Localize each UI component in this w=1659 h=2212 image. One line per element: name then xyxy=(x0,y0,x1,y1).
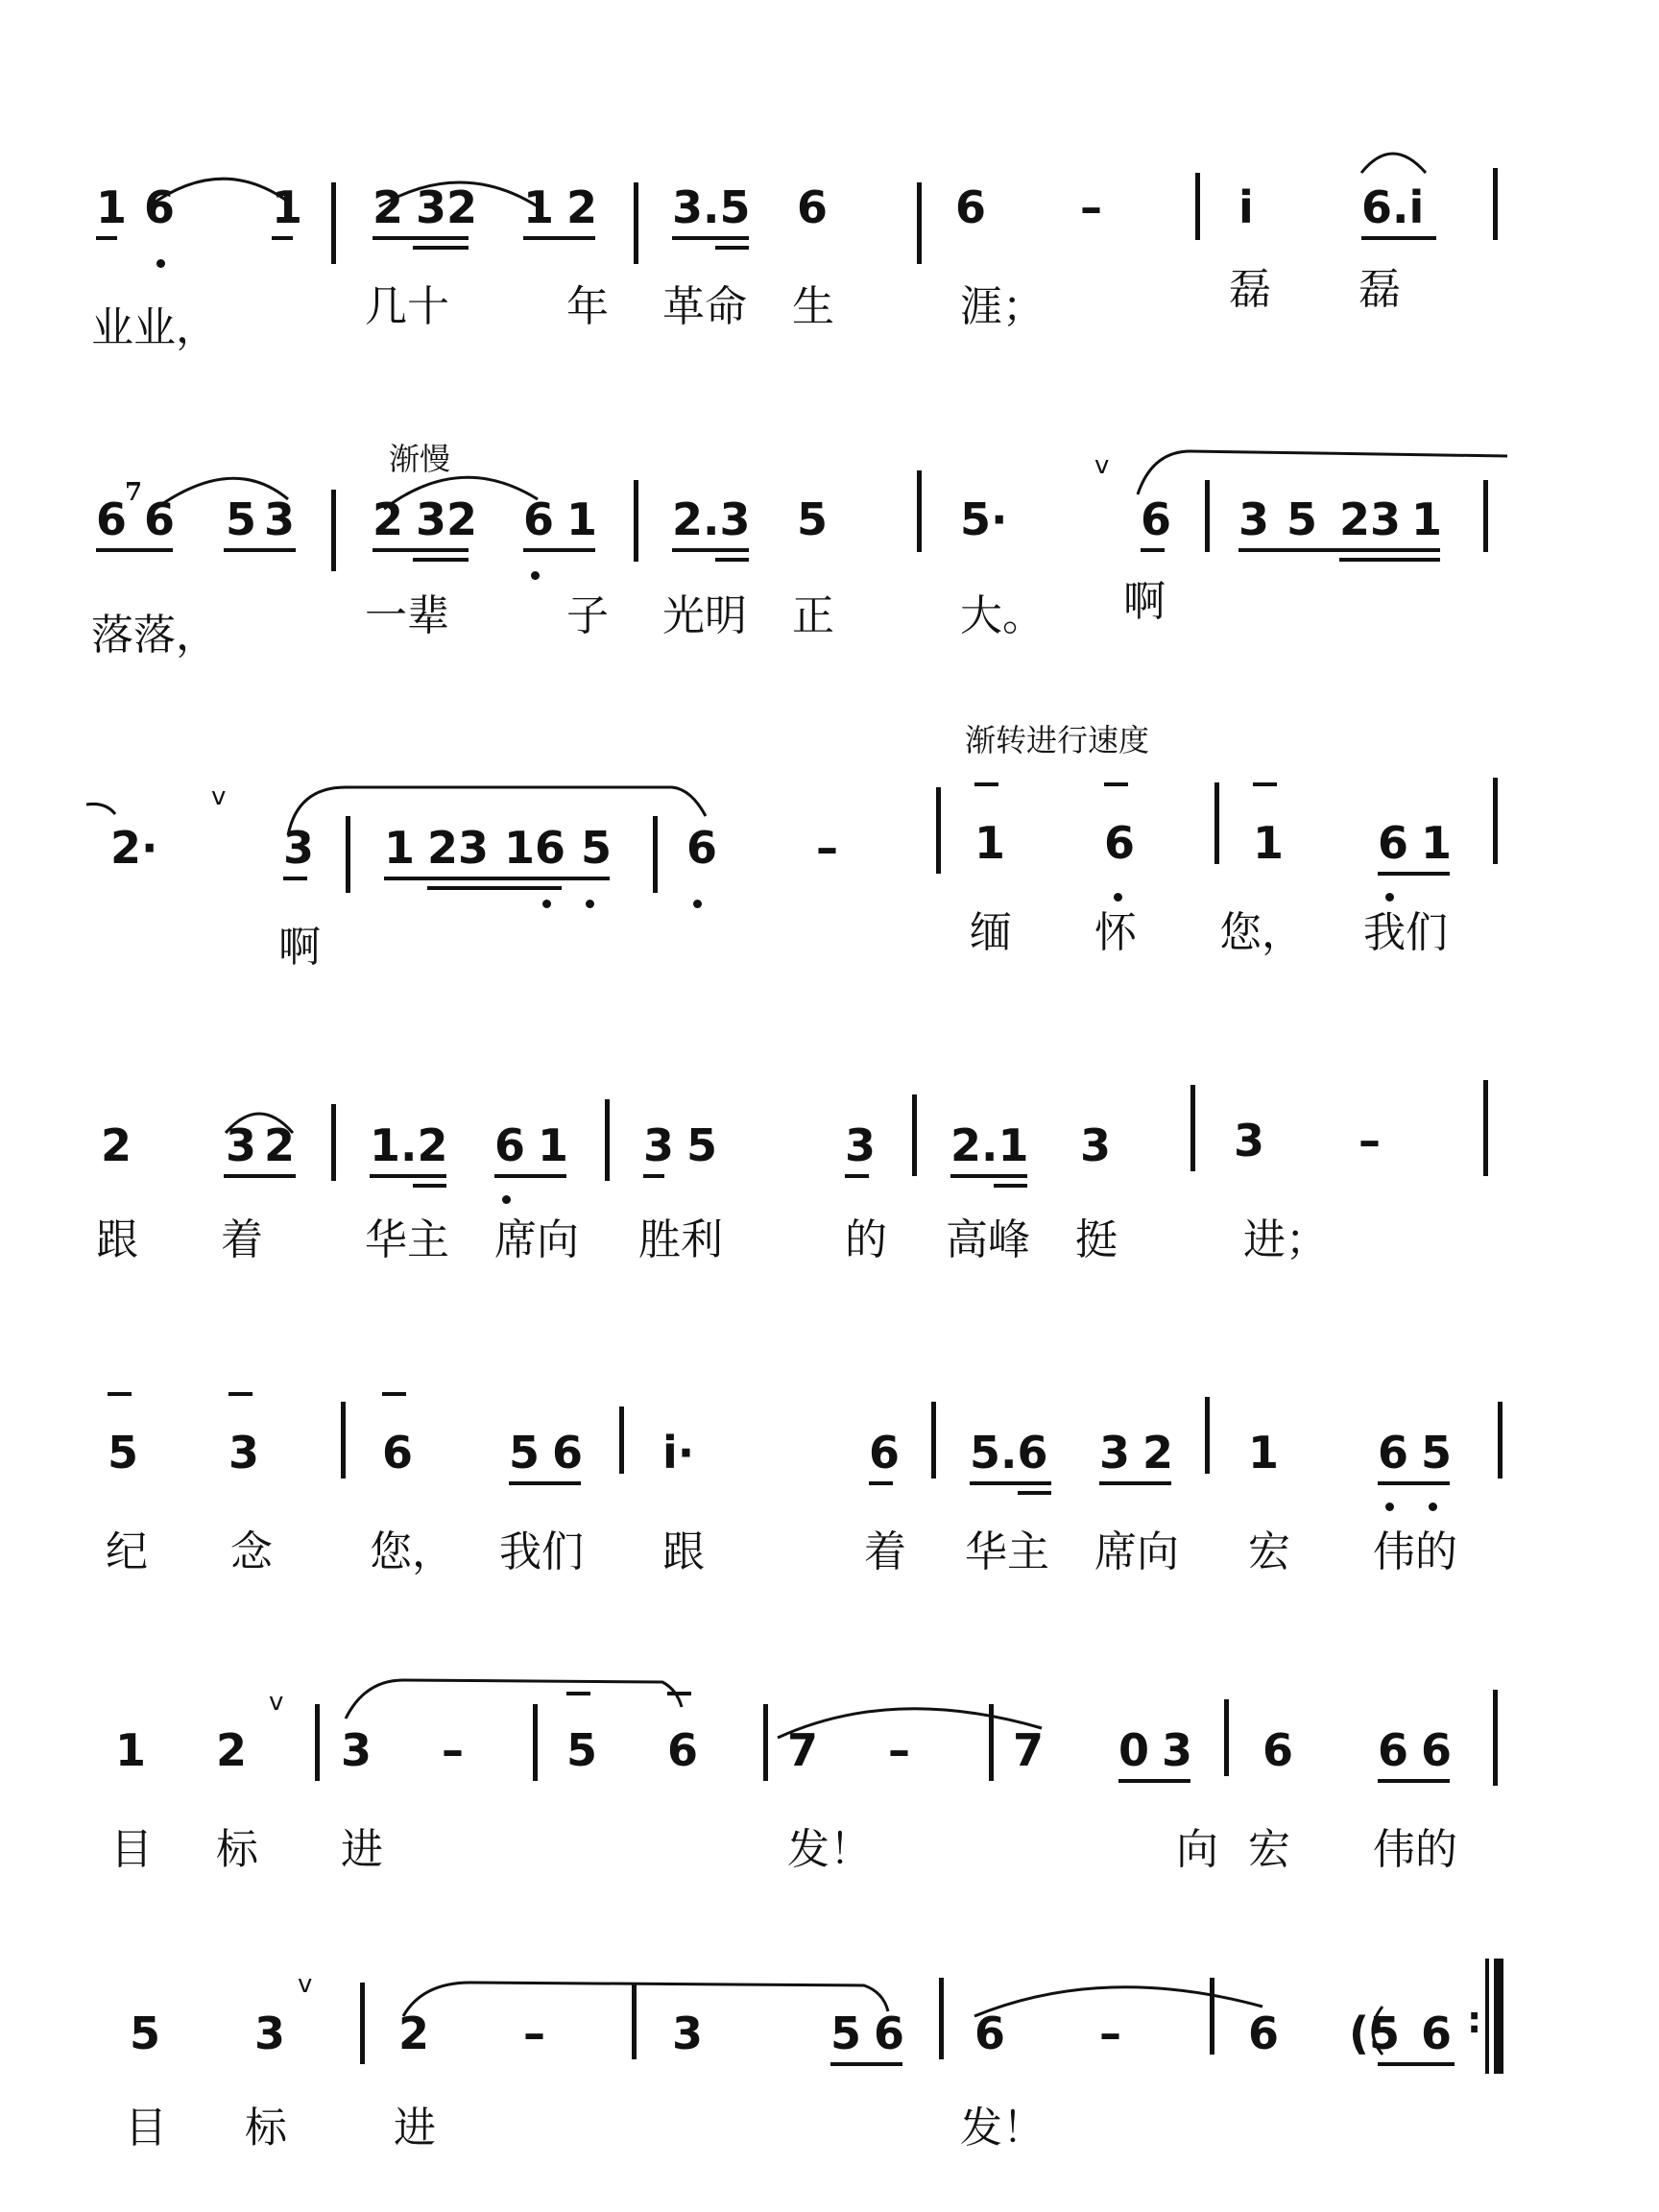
underline xyxy=(1378,2062,1455,2066)
underline xyxy=(523,236,595,240)
dash: – xyxy=(1099,2008,1121,2059)
bar-line xyxy=(1493,168,1498,240)
note: 2 xyxy=(1142,1427,1174,1479)
lower-octave-dot xyxy=(1385,893,1394,902)
upper-line xyxy=(108,1392,132,1396)
note: 6 xyxy=(955,181,987,233)
grace-note: 7 xyxy=(125,478,143,507)
lyric: 目 xyxy=(125,2104,167,2152)
lyric: 生 xyxy=(792,282,834,331)
lyric: 您， xyxy=(1219,908,1304,957)
note: 6 xyxy=(1248,2008,1280,2059)
note: 0 xyxy=(1118,1724,1150,1776)
underline xyxy=(494,1174,566,1178)
note: 6 xyxy=(1378,1724,1409,1776)
dash: – xyxy=(888,1724,910,1776)
note: 16 xyxy=(504,822,566,874)
lyric: 跟 xyxy=(662,1527,705,1576)
underline xyxy=(224,548,296,552)
underline xyxy=(96,236,117,240)
lyric: 着 xyxy=(864,1527,906,1576)
note: 5 xyxy=(1421,1427,1453,1479)
note: 6 xyxy=(874,2008,905,2059)
lyric: 华主 xyxy=(965,1527,1049,1576)
lyric: 宏 xyxy=(1248,1825,1290,1874)
underline xyxy=(950,1174,1027,1178)
lyric: 我们 xyxy=(499,1527,584,1576)
bar-line xyxy=(1498,1402,1503,1479)
note: 1 xyxy=(384,822,416,874)
bar-line xyxy=(939,1978,944,2059)
note: 6 xyxy=(1378,1427,1409,1479)
note: 5 xyxy=(566,1724,598,1776)
note: 6 xyxy=(1104,817,1136,869)
underline xyxy=(672,236,749,240)
bar-line xyxy=(1485,1959,1489,2074)
lyric: 着 xyxy=(221,1215,263,1264)
tempo-marking: 渐慢 xyxy=(389,441,451,477)
note: 6 xyxy=(974,2008,1006,2059)
upper-line xyxy=(566,1692,590,1695)
underline xyxy=(370,1174,446,1178)
note: 1 xyxy=(1253,817,1285,869)
lyric: 大。 xyxy=(960,591,1045,640)
lower-octave-dot xyxy=(502,1195,511,1204)
upper-line xyxy=(1253,782,1277,786)
lyric: 进 xyxy=(394,2104,436,2152)
note: 6 xyxy=(552,1427,584,1479)
bar-line xyxy=(331,1104,336,1181)
bar-line xyxy=(360,1983,365,2064)
lyric: 念 xyxy=(230,1527,273,1576)
note: (5 xyxy=(1349,2008,1401,2059)
lyric: 子 xyxy=(566,591,609,640)
lower-octave-dot xyxy=(156,259,165,268)
note: 1 xyxy=(115,1724,147,1776)
note: 3 xyxy=(283,822,315,874)
note: 3 xyxy=(264,493,296,545)
dash: – xyxy=(1080,181,1102,233)
lyric: 几十 xyxy=(365,282,449,331)
bar-line xyxy=(346,816,350,893)
note: 6 xyxy=(686,822,718,874)
lyric: 光明 xyxy=(662,591,747,640)
lyric: 席向 xyxy=(494,1215,579,1264)
lyric: 伟的 xyxy=(1373,1527,1457,1576)
underline xyxy=(715,558,749,562)
underline xyxy=(1018,1491,1051,1495)
lyric: 高峰 xyxy=(946,1215,1030,1264)
lyric: 年 xyxy=(566,282,609,331)
note: 6 xyxy=(144,493,176,545)
lyric: 的 xyxy=(845,1215,887,1264)
lyric: 磊 xyxy=(1358,265,1401,314)
note: 2 xyxy=(566,181,598,233)
bar-line xyxy=(634,182,638,264)
lyric: 伟的 xyxy=(1373,1825,1457,1874)
tempo-marking: 渐转进行速度 xyxy=(965,722,1150,758)
lower-octave-dot xyxy=(1385,1503,1394,1511)
note: 2· xyxy=(110,822,158,874)
underline xyxy=(1339,558,1440,562)
underline xyxy=(1378,1481,1450,1485)
note: 1.2 xyxy=(370,1119,448,1171)
lyric: 席向 xyxy=(1094,1527,1179,1576)
bar-line xyxy=(931,1402,936,1479)
note: 5 xyxy=(581,822,613,874)
note: 6 xyxy=(1421,2008,1453,2059)
lyric: 目 xyxy=(110,1825,153,1874)
underline xyxy=(523,548,595,552)
note: 1 xyxy=(566,493,598,545)
note: 5 xyxy=(130,2008,161,2059)
note: 1 xyxy=(1421,817,1453,869)
note: 3 xyxy=(1099,1427,1131,1479)
bar-line xyxy=(1214,782,1219,864)
lyric: 一辈 xyxy=(365,591,449,640)
note: 6 xyxy=(494,1119,526,1171)
underline xyxy=(970,1481,1051,1485)
bar-line xyxy=(1195,173,1200,240)
note: 2 xyxy=(398,2008,430,2059)
note: 6 xyxy=(523,493,555,545)
bar-line xyxy=(1210,1978,1214,2055)
underline xyxy=(672,548,749,552)
underline xyxy=(224,1174,296,1178)
lyric: 宏 xyxy=(1248,1527,1290,1576)
lyric: 我们 xyxy=(1363,908,1448,957)
note: 23 xyxy=(427,822,490,874)
dash: – xyxy=(523,2008,545,2059)
bar-line xyxy=(331,490,336,571)
note: 5 xyxy=(226,493,257,545)
note: 1 xyxy=(272,181,303,233)
note: 3 xyxy=(254,2008,286,2059)
underline xyxy=(427,886,562,890)
note: 1 xyxy=(538,1119,569,1171)
underline xyxy=(643,1174,664,1178)
note: 1 xyxy=(96,181,128,233)
bar-line xyxy=(917,182,922,264)
underline xyxy=(1378,872,1450,876)
dash: – xyxy=(816,822,838,874)
note: 3 xyxy=(1080,1119,1112,1171)
lyric: 华主 xyxy=(365,1215,449,1264)
note: 6 xyxy=(382,1427,414,1479)
underline xyxy=(283,877,307,880)
note: 3 xyxy=(228,1427,260,1479)
upper-line xyxy=(667,1692,691,1695)
lyric: 跟 xyxy=(96,1215,138,1264)
note: 23 xyxy=(1339,493,1402,545)
note: 2.1 xyxy=(950,1119,1029,1171)
dash: – xyxy=(1358,1115,1381,1166)
final-bar-line xyxy=(1494,1959,1503,2074)
bar-line xyxy=(653,816,658,893)
note: 32 xyxy=(416,181,478,233)
underline xyxy=(509,1481,581,1485)
note: 5.6 xyxy=(970,1427,1048,1479)
bar-line xyxy=(1483,480,1488,552)
underline xyxy=(1099,1481,1171,1485)
upper-line xyxy=(974,782,998,786)
bar-line xyxy=(763,1704,768,1781)
underline xyxy=(413,1184,446,1188)
note: 5 xyxy=(830,2008,862,2059)
lyric: 挺 xyxy=(1075,1215,1118,1264)
note: 2 xyxy=(373,181,404,233)
lyric: 啊 xyxy=(278,923,321,972)
underline xyxy=(272,236,293,240)
bar-line xyxy=(1205,1397,1210,1474)
underline xyxy=(994,1184,1027,1188)
bar-line xyxy=(917,470,922,552)
note: 1 xyxy=(523,181,555,233)
lower-octave-dot xyxy=(693,900,702,908)
bar-line xyxy=(1205,480,1210,552)
note: 6 xyxy=(667,1724,699,1776)
underline xyxy=(384,877,610,880)
note: 3 xyxy=(1234,1115,1265,1166)
underline xyxy=(413,246,469,250)
lyric: 怀 xyxy=(1094,908,1137,957)
note: 5· xyxy=(960,493,1008,545)
bar-line xyxy=(331,182,336,264)
note: 3 xyxy=(643,1119,675,1171)
underline xyxy=(1238,548,1440,552)
bar-line xyxy=(632,1983,637,2059)
lyric: 落落， xyxy=(91,611,218,660)
upper-line xyxy=(228,1392,252,1396)
note: i· xyxy=(662,1427,695,1479)
note: 1 xyxy=(1411,493,1443,545)
note: 2 xyxy=(373,493,404,545)
lower-octave-dot xyxy=(531,571,540,580)
lower-octave-dot xyxy=(542,900,551,908)
bar-line xyxy=(634,480,638,562)
bar-line xyxy=(533,1704,538,1781)
note: 6 xyxy=(1421,1724,1453,1776)
note: 3 xyxy=(1162,1724,1193,1776)
note: 32 xyxy=(416,493,478,545)
note: 6 xyxy=(1378,817,1409,869)
lyric: 发！ xyxy=(960,2104,1045,2152)
lyric: 正 xyxy=(792,591,834,640)
note: 3 xyxy=(1238,493,1270,545)
dash: – xyxy=(442,1724,464,1776)
breath-mark: v xyxy=(269,1688,284,1717)
note: 5 xyxy=(1286,493,1318,545)
lyric: 纪 xyxy=(106,1527,148,1576)
underline xyxy=(96,548,173,552)
note: 3 xyxy=(845,1119,877,1171)
note: 6 xyxy=(144,181,176,233)
underline xyxy=(1378,1779,1450,1783)
lower-octave-dot xyxy=(586,900,594,908)
note: 2 xyxy=(216,1724,248,1776)
lyric: 涯； xyxy=(960,282,1045,331)
note: 6.i xyxy=(1361,181,1425,233)
note: 2 xyxy=(101,1119,132,1171)
lyric: 发！ xyxy=(787,1825,872,1874)
note: 6 xyxy=(869,1427,901,1479)
note: 6 xyxy=(96,493,128,545)
note: 3 xyxy=(672,2008,704,2059)
note: 2.3 xyxy=(672,493,751,545)
note: 7 xyxy=(787,1724,819,1776)
bar-line xyxy=(619,1407,624,1474)
bar-line xyxy=(989,1704,994,1781)
note: 5 xyxy=(509,1427,541,1479)
lyric: 您， xyxy=(370,1527,454,1576)
breath-mark: v xyxy=(1094,451,1110,480)
note: 3 xyxy=(341,1724,373,1776)
note: i xyxy=(1238,181,1254,233)
lyric: 进 xyxy=(341,1825,383,1874)
lyric: 标 xyxy=(245,2104,287,2152)
note: 7 xyxy=(1013,1724,1045,1776)
note: 5 xyxy=(108,1427,139,1479)
note: 6 xyxy=(1262,1724,1294,1776)
note: 5 xyxy=(686,1119,718,1171)
lower-octave-dot xyxy=(1429,1503,1437,1511)
lyric: 磊 xyxy=(1229,265,1271,314)
bar-line xyxy=(1190,1085,1195,1171)
underline xyxy=(869,1481,893,1485)
underline xyxy=(845,1174,869,1178)
bar-line xyxy=(1483,1080,1488,1176)
bar-line xyxy=(936,787,941,874)
bar-line xyxy=(315,1704,320,1781)
lyric: 向 xyxy=(1176,1825,1218,1874)
lyric: 缅 xyxy=(970,908,1012,957)
bar-line xyxy=(1224,1699,1229,1776)
note: 5 xyxy=(797,493,829,545)
bar-line xyxy=(341,1402,346,1479)
note: 6 xyxy=(797,181,829,233)
underline xyxy=(1141,548,1165,552)
lyric: 胜利 xyxy=(638,1215,723,1264)
upper-line xyxy=(1104,782,1128,786)
bar-line xyxy=(912,1094,917,1176)
breath-mark: v xyxy=(298,1970,313,1999)
underline xyxy=(1118,1779,1190,1783)
upper-line xyxy=(382,1392,406,1396)
note: 3 xyxy=(226,1119,257,1171)
bar-line xyxy=(605,1099,610,1181)
note: 3.5 xyxy=(672,181,751,233)
underline xyxy=(1361,236,1436,240)
breath-mark: v xyxy=(211,782,227,811)
lyric: 革命 xyxy=(662,282,747,331)
note: 1 xyxy=(974,817,1006,869)
underline xyxy=(413,558,469,562)
underline xyxy=(373,548,469,552)
lyric: 进； xyxy=(1243,1215,1328,1264)
note: 2 xyxy=(264,1119,296,1171)
bar-line xyxy=(1493,1690,1498,1786)
lyric: 业业， xyxy=(91,303,218,352)
note: 6 xyxy=(1141,493,1172,545)
note: 1 xyxy=(1248,1427,1280,1479)
underline xyxy=(830,2062,902,2066)
underline xyxy=(373,236,469,240)
lyric: 啊 xyxy=(1123,577,1166,626)
bar-line xyxy=(1493,778,1498,864)
lower-octave-dot xyxy=(1114,893,1122,902)
lyric: 标 xyxy=(216,1825,258,1874)
repeat-dots: : xyxy=(1467,1999,1482,2041)
underline xyxy=(715,246,749,250)
